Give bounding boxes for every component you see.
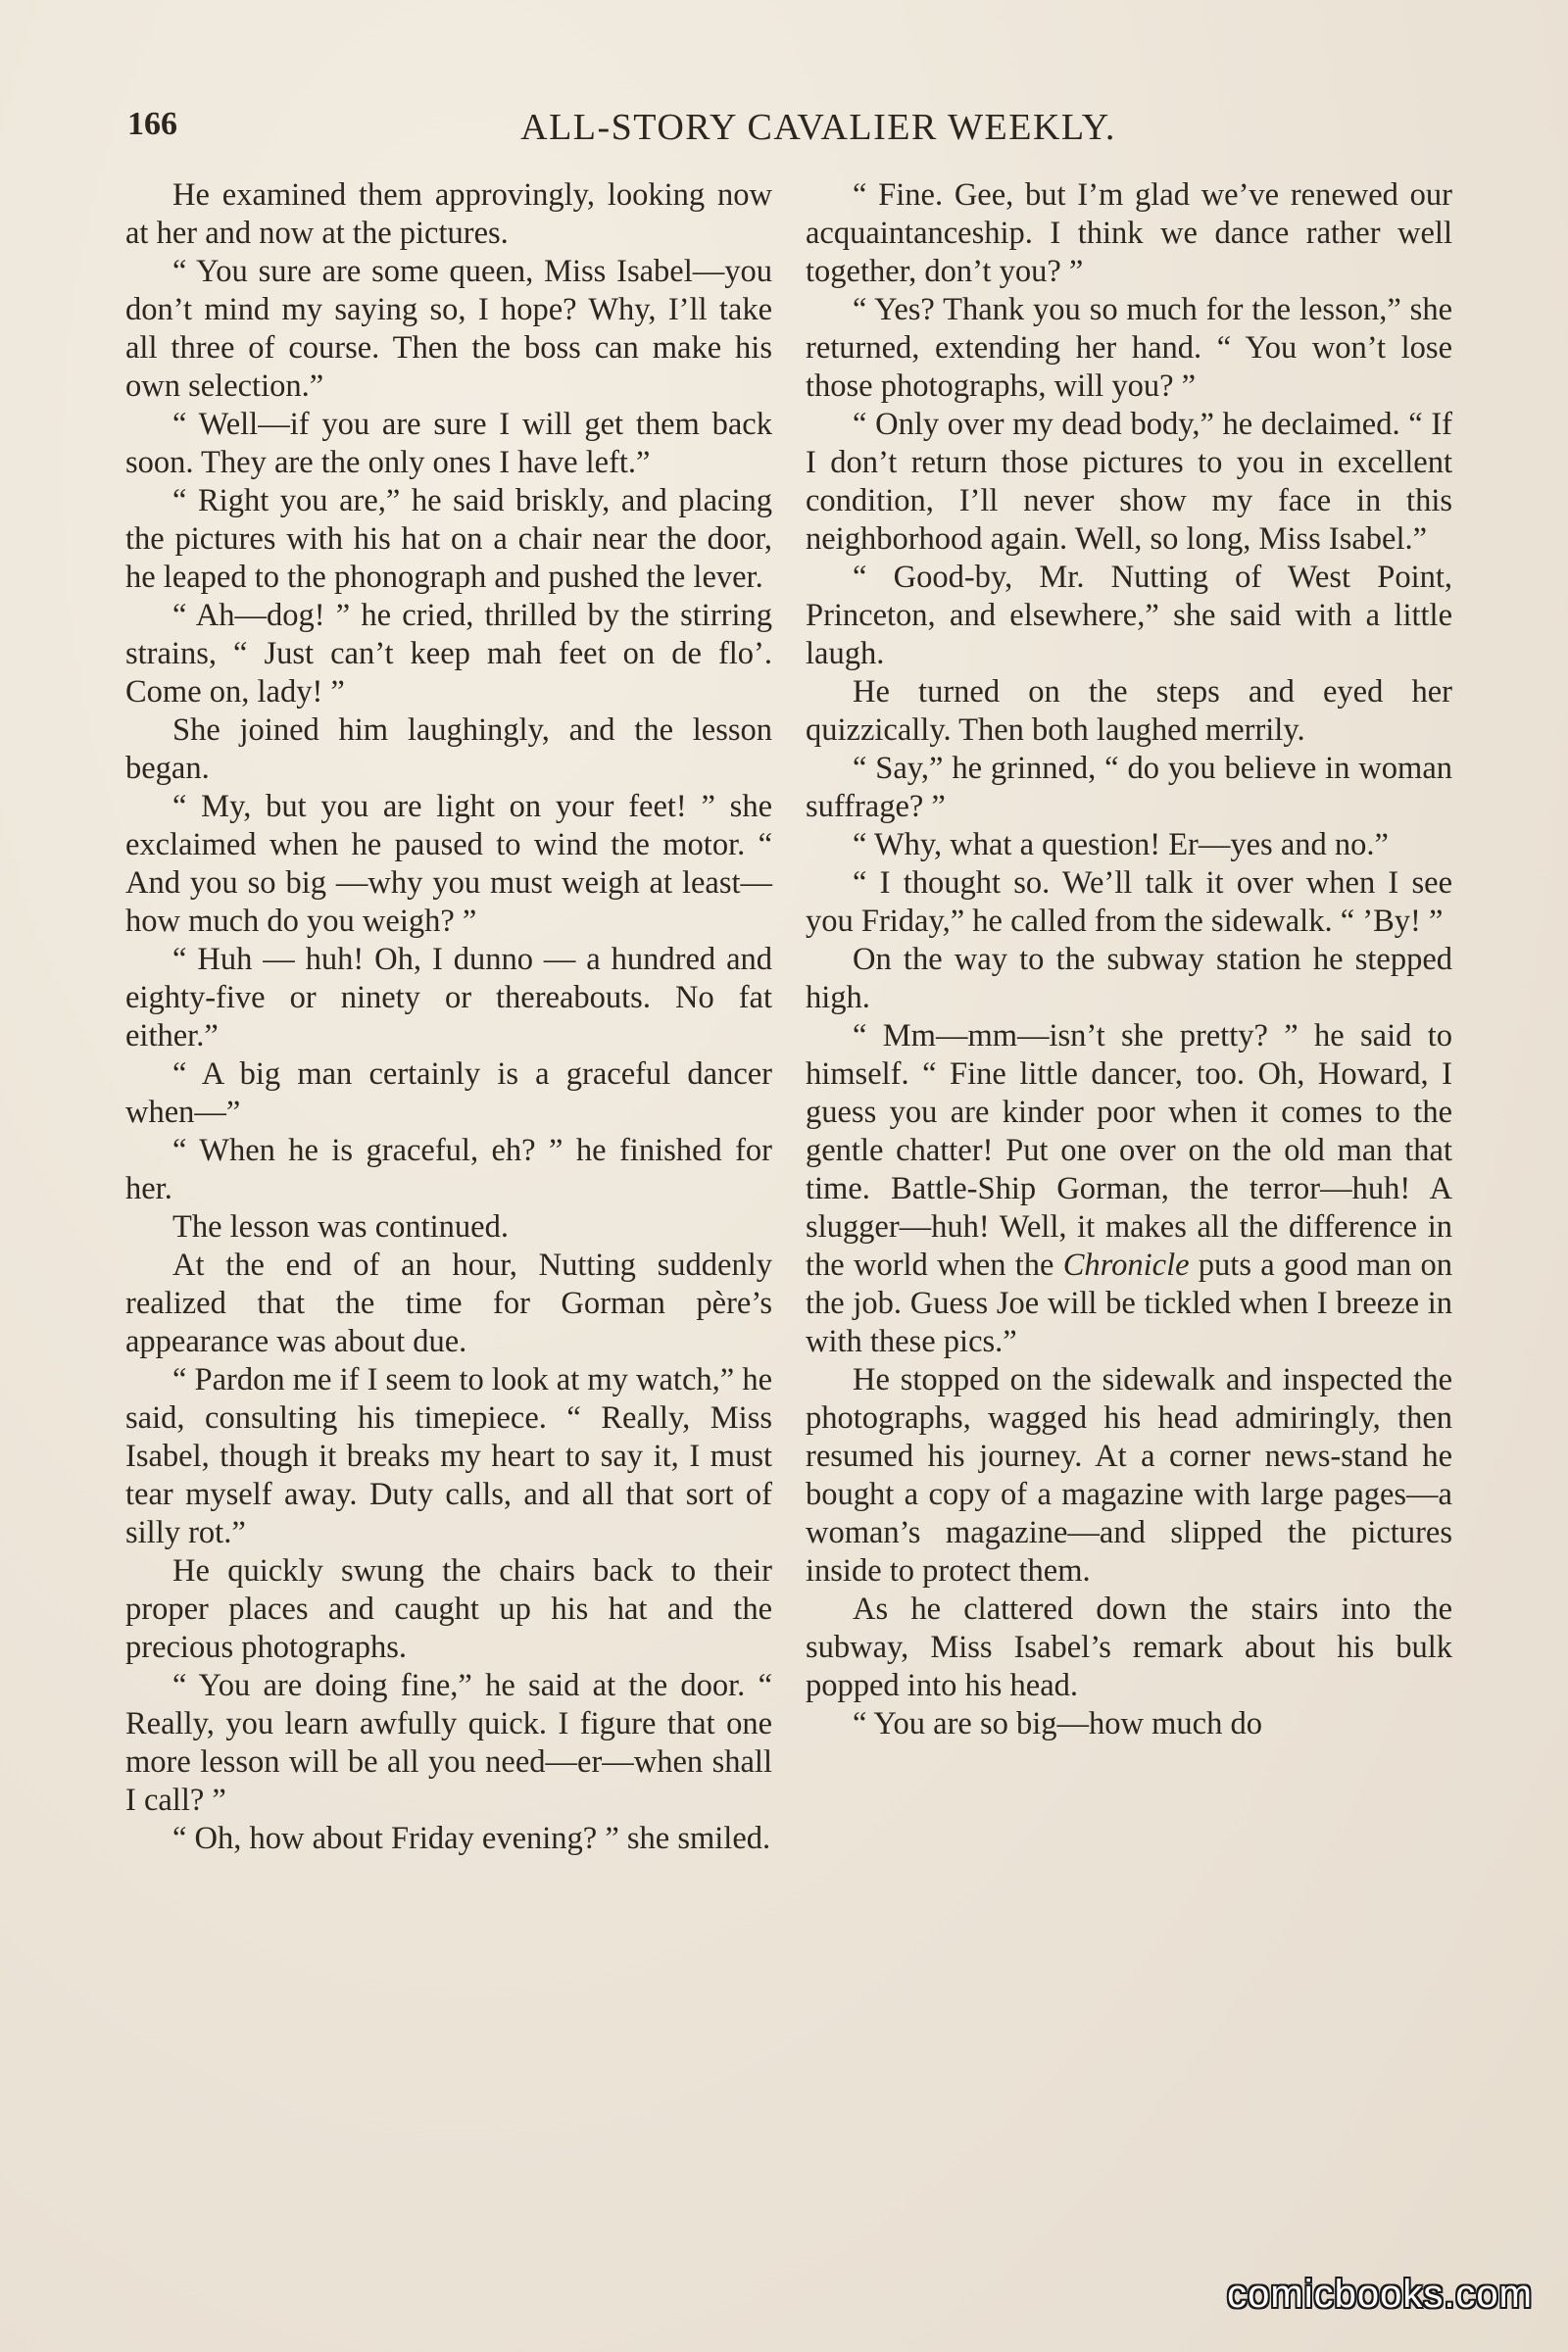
paragraph: He turned on the steps and eyed her quizzically. Then both laughed merrily. (806, 674, 1452, 748)
paragraph: She joined him laughingly, and the lesson began. (125, 712, 772, 786)
paragraph: “ Ah—dog! ” he cried, thrilled by the stirring strains, “ Just can’t keep mah feet on de flo’. Come on, lady! ” (125, 598, 772, 710)
paragraph: On the way to the subway station he stepped high. (806, 942, 1452, 1015)
paragraph: “ When he is graceful, eh? ” he finished for her. (125, 1133, 772, 1206)
paragraph: “ Huh — huh! Oh, I dunno — a hundred and eighty-five or ninety or thereabouts. No fat either.” (125, 942, 772, 1054)
page-header (127, 106, 1450, 165)
running-title: ALL-STORY CAVALIER WEEKLY. (520, 107, 1116, 148)
paragraph: “ Why, what a question! Er—yes and no.” (853, 827, 1389, 862)
paragraph: “ You are doing fine,” he said at the door. “ Really, you learn awfully quick. I figure that one more lesson will be all you need—er—when shall I call? ” (125, 1668, 772, 1818)
paragraph: “ Mm—mm—isn’t she pretty? ” he said to himself. “ Fine little dancer, too. Oh, Howard, I guess you are kinder poor when it comes to the gentle chatter! Put one over on the old man that time. Battle-Ship Gorman, the terror—huh! A slugger—huh! Well, it makes all the difference in the world when the Chronicle puts a good man on the job. Guess Joe will be tickled when I breeze in with these pics.” (806, 1018, 1452, 1359)
paragraph: “ You are so big—how much do (853, 1706, 1262, 1741)
paragraph: “ I thought so. We’ll talk it over when I see you Friday,” he called from the sidewalk. “ ’By! ” (806, 865, 1452, 939)
right-column (806, 176, 1452, 1743)
page-number: 166 (127, 106, 177, 142)
paragraph: “ Oh, how about Friday evening? ” she smiled. (172, 1821, 771, 1856)
paragraph: “ Yes? Thank you so much for the lesson,” she returned, extending her hand. “ You won’t lose those photographs, will you? ” (806, 292, 1452, 404)
paragraph: “ Good-by, Mr. Nutting of West Point, Princeton, and elsewhere,” she said with a little laugh. (806, 560, 1452, 671)
paragraph: “ My, but you are light on your feet! ” she exclaimed when he paused to wind the motor. “ And you so big —why you must weigh at least—how much do you weigh? ” (125, 789, 772, 939)
left-column (125, 176, 772, 1858)
paragraph: He examined them approvingly, looking now at her and now at the pictures. (125, 177, 772, 251)
paragraph: He quickly swung the chairs back to their proper places and caught up his hat and the precious photographs. (125, 1553, 772, 1665)
paragraph: “ Right you are,” he said briskly, and placing the pictures with his hat on a chair near the door, he leaped to the phonograph and pushed the lever. (125, 483, 772, 595)
paragraph: As he clattered down the stairs into the subway, Miss Isabel’s remark about his bulk popped into his head. (806, 1592, 1452, 1703)
paragraph: “ Fine. Gee, but I’m glad we’ve renewed our acquaintanceship. I think we dance rather well together, don’t you? ” (806, 177, 1452, 289)
newspaper-name: Chronicle (1062, 1248, 1190, 1283)
paragraph: At the end of an hour, Nutting suddenly realized that the time for Gorman père’s appearance was about due. (125, 1248, 772, 1359)
paragraph: “ Only over my dead body,” he declaimed. “ If I don’t return those pictures to you in excellent condition, I’ll never show my face in this neighborhood again. Well, so long, Miss Isabel.” (806, 407, 1452, 557)
paragraph: “ Say,” he grinned, “ do you believe in woman suffrage? ” (806, 751, 1452, 824)
paragraph: “ Well—if you are sure I will get them back soon. They are the only ones I have left.” (125, 407, 772, 480)
paragraph: He stopped on the sidewalk and inspected the photographs, wagged his head admiringly, then resumed his journey. At a corner news-stand he bought a copy of a magazine with large pages—a woman’s magazine—and slipped the pictures inside to protect them. (806, 1362, 1452, 1589)
paragraph: “ You sure are some queen, Miss Isabel—you don’t mind my saying so, I hope? Why, I’ll take all three of course. Then the boss can make his own selection.” (125, 254, 772, 404)
paragraph: “ A big man certainly is a graceful dancer when—” (125, 1056, 772, 1130)
watermark-logo: comicbooks.com (1227, 2273, 1533, 2316)
paragraph: The lesson was continued. (172, 1209, 509, 1245)
paragraph: “ Pardon me if I seem to look at my watch,” he said, consulting his timepiece. “ Really, Miss Isabel, though it breaks my heart to say it, I must tear myself away. Duty calls, and all that sort of silly rot.” (125, 1362, 772, 1550)
